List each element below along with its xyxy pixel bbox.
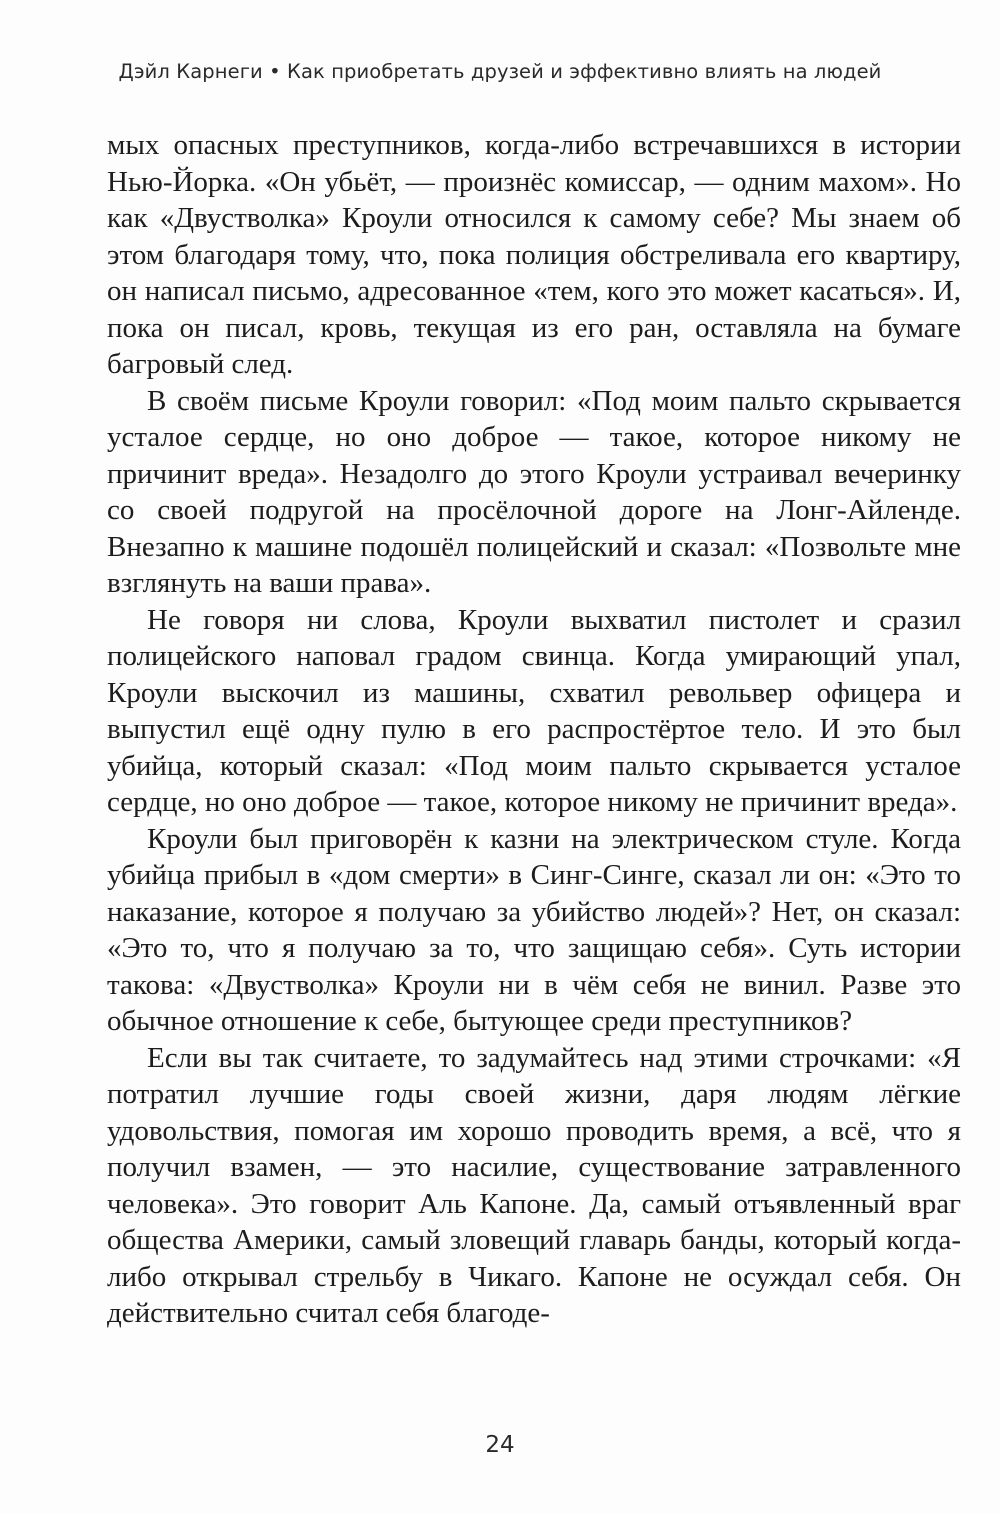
paragraph-1: мых опасных преступников, когда-либо встречавшихся в истории Нью-Йорка. «Он убьёт, — произнёс комиссар, — одним махом». Но как «Двустволка» Кроули относился к самому себе? Мы знаем об этом благодаря тому, что, пока полиция обстреливала его квартиру, он написал письмо, адресованное «тем, кого это может касаться». И, пока он писал, кровь, текущая из его ран, оставляла на бумаге багровый след. — [107, 129, 961, 380]
paragraph-4: Кроули был приговорён к казни на электрическом стуле. Когда убийца прибыл в «дом смерти» в Синг-Синге, сказал ли он: «Это то наказание, которое я получаю за убийство людей»? Нет, он сказал: «Это то, что я получаю за то, что защищаю себя». Суть истории такова: «Двустволка» Кроули ни в чём себя не винил. Разве это обычное отношение к себе, бытующее среди преступников? — [107, 822, 961, 1037]
paragraph-2: В своём письме Кроули говорил: «Под моим пальто скрывается усталое сердце, но оно доброе — такое, которое никому не причинит вреда». Незадолго до этого Кроули устраивал вечеринку со своей подругой на просёлочной дороге на Лонг-Айленде. Внезапно к машине подошёл полицейский и сказал: «Позвольте мне взглянуть на ваши права». — [107, 384, 961, 599]
page-number: 24 — [485, 1432, 515, 1458]
paragraph-5: Если вы так считаете, то задумайтесь над этими строчками: «Я потратил лучшие годы своей жизни, даря людям лёгкие удовольствия, помогая им хорошо проводить время, а всё, что я получил взамен, — это насилие, существование затравленного человека». Это говорит Аль Капоне. Да, самый отъявленный враг общества Америки, самый зловещий главарь банды, который когда-либо открывал стрельбу в Чикаго. Капоне не осуждал себя. Он действительно считал себя благоде- — [107, 1041, 961, 1329]
paragraph-3: Не говоря ни слова, Кроули выхватил пистолет и сразил полицейского наповал градом свинца. Когда умирающий упал, Кроули выскочил из машины, схватил револьвер офицера и выпустил ещё одну пулю в его распростёртое тело. И это был убийца, который сказал: «Под моим пальто скрывается усталое сердце, но оно доброе — такое, которое никому не причинит вреда». — [107, 603, 961, 818]
running-header: Дэйл Карнеги • Как приобретать друзей и эффективно влиять на людей — [118, 60, 882, 83]
body-text — [107, 127, 961, 1332]
